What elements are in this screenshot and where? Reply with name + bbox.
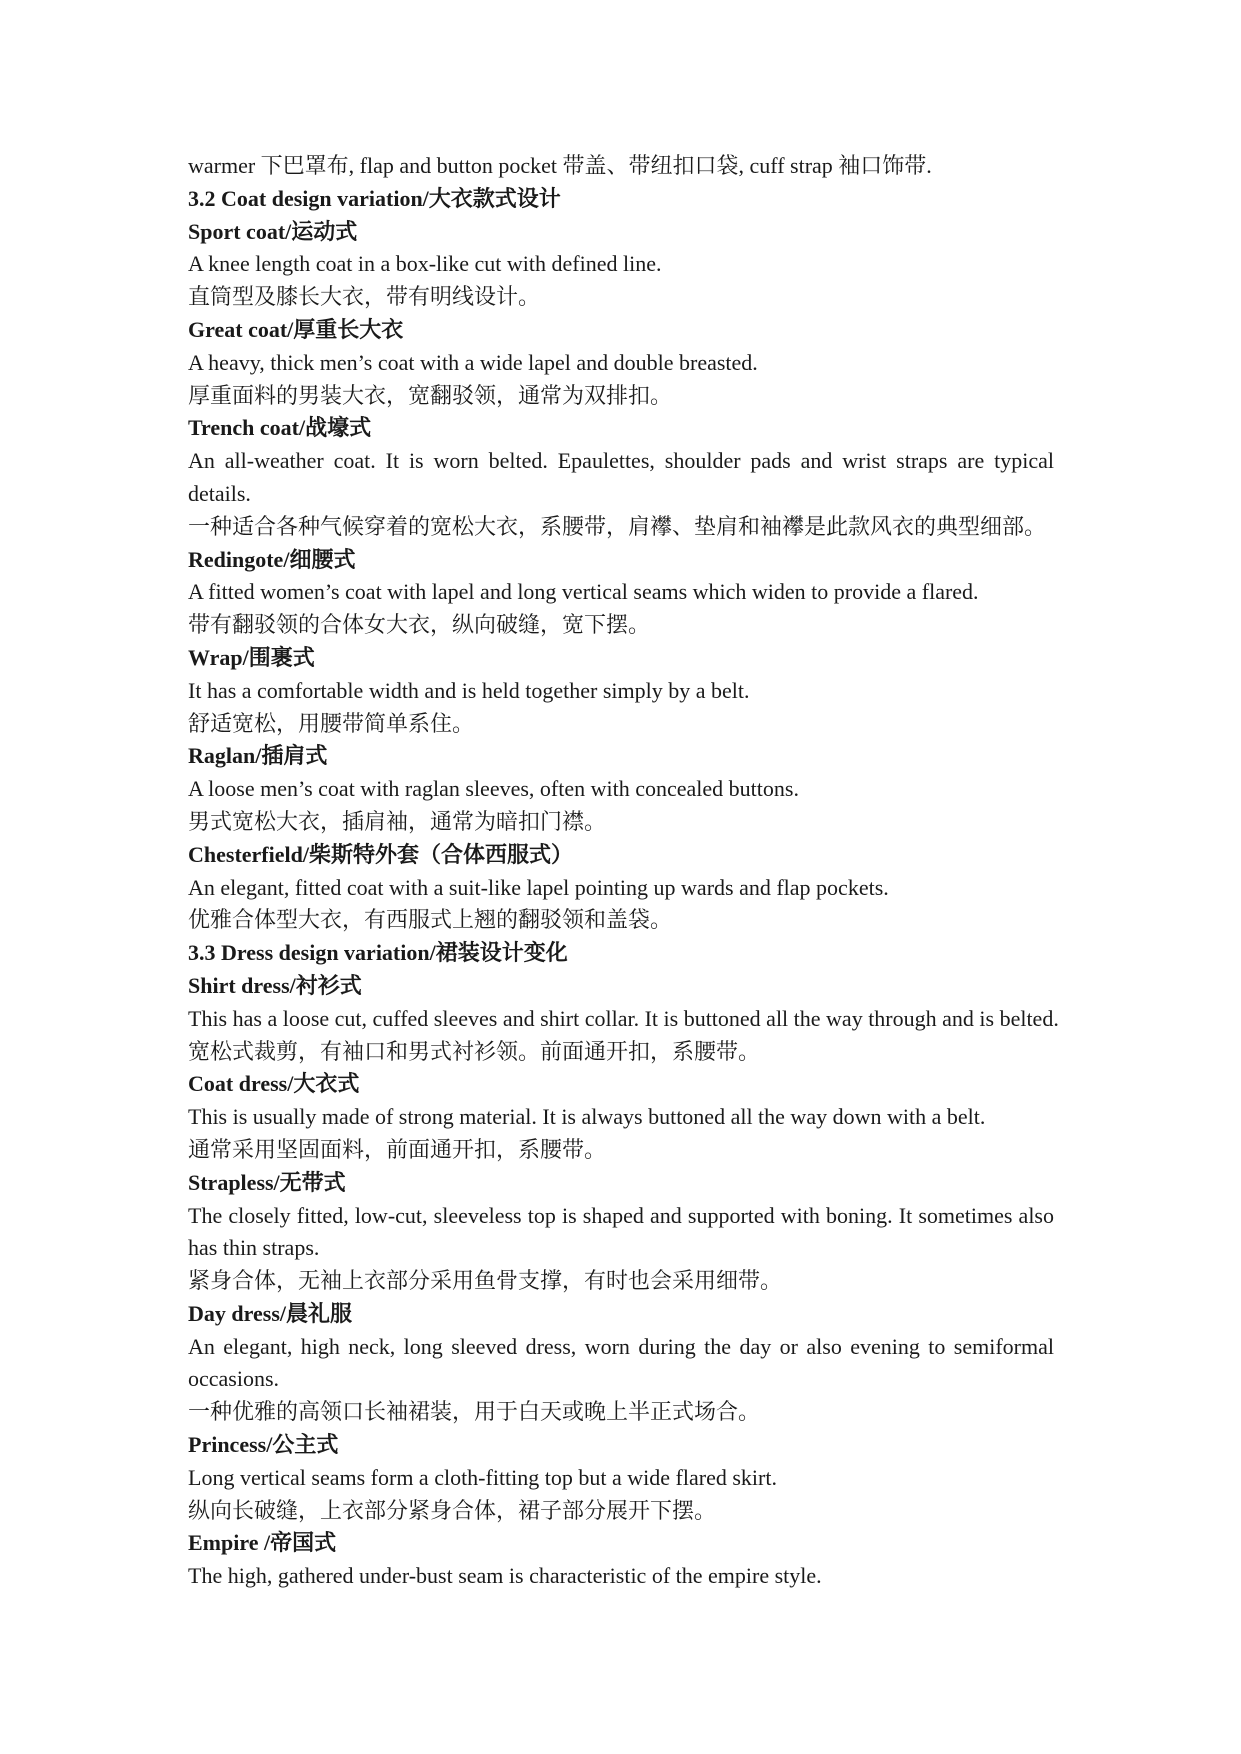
entry-definition-en: A loose men’s coat with raglan sleeves, often with concealed buttons. [188, 776, 799, 802]
entry-term: Sport coat/运动式 [188, 218, 358, 244]
entry-definition-en: This is usually made of strong material. It is always buttoned all the way down with a belt. [188, 1104, 986, 1130]
entry-term: Trench coat/战壕式 [188, 415, 372, 441]
entry-definition-en: Long vertical seams form a cloth-fitting top but a wide flared skirt. [188, 1464, 777, 1490]
entry-definition-en: An all-weather coat. It is worn belted. Epaulettes, shoulder pads and wrist straps are typical details. [188, 448, 1054, 506]
entry-sport-coat [188, 216, 1054, 314]
entry-definition-en: It has a comfortable width and is held together simply by a belt. [188, 677, 750, 703]
entry-definition-en: An elegant, fitted coat with a suit-like lapel pointing up wards and flap pockets. [188, 874, 889, 900]
section-coat-design [188, 183, 1054, 937]
entry-term: Coat dress/大衣式 [188, 1071, 360, 1097]
entry-empire [188, 1527, 1054, 1593]
entry-definition-en: A fitted women’s coat with lapel and long vertical seams which widen to provide a flared. [188, 579, 979, 605]
entry-definition-zh: 舒适宽松，用腰带简单系住。 [188, 710, 475, 736]
entry-term: Day dress/晨礼服 [188, 1300, 352, 1326]
section-dress-design [188, 937, 1059, 1593]
entry-definition-zh: 男式宽松大衣，插肩袖，通常为暗扣门襟。 [188, 808, 607, 834]
entry-term: Raglan/插肩式 [188, 743, 328, 769]
entry-coat-dress [188, 1068, 1054, 1166]
entry-term: Strapless/无带式 [188, 1169, 346, 1195]
entry-term: Wrap/围裹式 [188, 644, 315, 670]
entry-definition-en: The closely fitted, low-cut, sleeveless top is shaped and supported with boning. It sometimes also has thin straps. [188, 1202, 1054, 1261]
entry-definition-zh: 带有翻驳领的合体女大衣，纵向破缝，宽下摆。 [188, 612, 651, 638]
continuation-line: warmer 下巴罩布, flap and button pocket 带盖、带纽扣口袋, cuff strap 袖口饰带. [188, 153, 932, 178]
document-page [188, 150, 1059, 1593]
entry-term: Shirt dress/衬衫式 [188, 972, 362, 998]
entry-definition-zh: 优雅合体型大衣，有西服式上翘的翻驳领和盖袋。 [188, 907, 673, 933]
section-heading: 3.3 Dress design variation/裙装设计变化 [188, 940, 568, 966]
entry-definition-zh: 通常采用坚固面料，前面通开扣，系腰带。 [188, 1136, 607, 1162]
entry-princess [188, 1429, 1054, 1527]
entry-chesterfield [188, 839, 1054, 937]
entry-trench-coat [188, 412, 1054, 543]
entry-definition-zh: 紧身合体，无袖上衣部分采用鱼骨支撑，有时也会采用细带。 [188, 1268, 783, 1294]
entry-term: Princess/公主式 [188, 1432, 339, 1458]
entry-definition-zh: 一种优雅的高领口长袖裙装，用于白天或晚上半正式场合。 [188, 1399, 761, 1425]
entry-definition-en: The high, gathered under-bust seam is characteristic of the empire style. [188, 1563, 822, 1589]
entry-raglan [188, 740, 1054, 838]
entry-term: Empire /帝国式 [188, 1530, 337, 1556]
entry-definition-zh: 宽松式裁剪，有袖口和男式衬衫领。前面通开扣，系腰带。 [188, 1038, 761, 1064]
section-heading: 3.2 Coat design variation/大衣款式设计 [188, 185, 561, 211]
entry-definition-zh: 厚重面料的男装大衣，宽翻驳领，通常为双排扣。 [188, 382, 673, 408]
entry-term: Great coat/厚重长大衣 [188, 316, 404, 342]
entry-definition-en: A heavy, thick men’s coat with a wide lapel and double breasted. [188, 349, 758, 375]
entry-term: Redingote/细腰式 [188, 546, 356, 572]
entry-definition-en: This has a loose cut, cuffed sleeves and shirt collar. It is buttoned all the way through and is belted. [188, 1005, 1059, 1031]
entry-definition-en: A knee length coat in a box-like cut with defined line. [188, 251, 662, 277]
entry-wrap [188, 642, 1054, 740]
entry-strapless [188, 1167, 1054, 1298]
entry-redingote [188, 544, 1054, 642]
entry-term: Chesterfield/柴斯特外套（合体西服式） [188, 841, 573, 867]
entry-shirt-dress [188, 970, 1059, 1068]
entry-definition-zh: 纵向长破缝，上衣部分紧身合体，裙子部分展开下摆。 [188, 1497, 717, 1523]
entry-great-coat [188, 314, 1054, 412]
entry-definition-en: An elegant, high neck, long sleeved dress, worn during the day or also evening to semiformal occasions. [188, 1333, 1054, 1392]
entry-definition-zh: 一种适合各种气候穿着的宽松大衣，系腰带，肩襻、垫肩和袖襻是此款风衣的典型细部。 [188, 513, 1047, 539]
entry-definition-zh: 直筒型及膝长大衣，带有明线设计。 [188, 284, 541, 310]
entry-day-dress [188, 1298, 1054, 1429]
